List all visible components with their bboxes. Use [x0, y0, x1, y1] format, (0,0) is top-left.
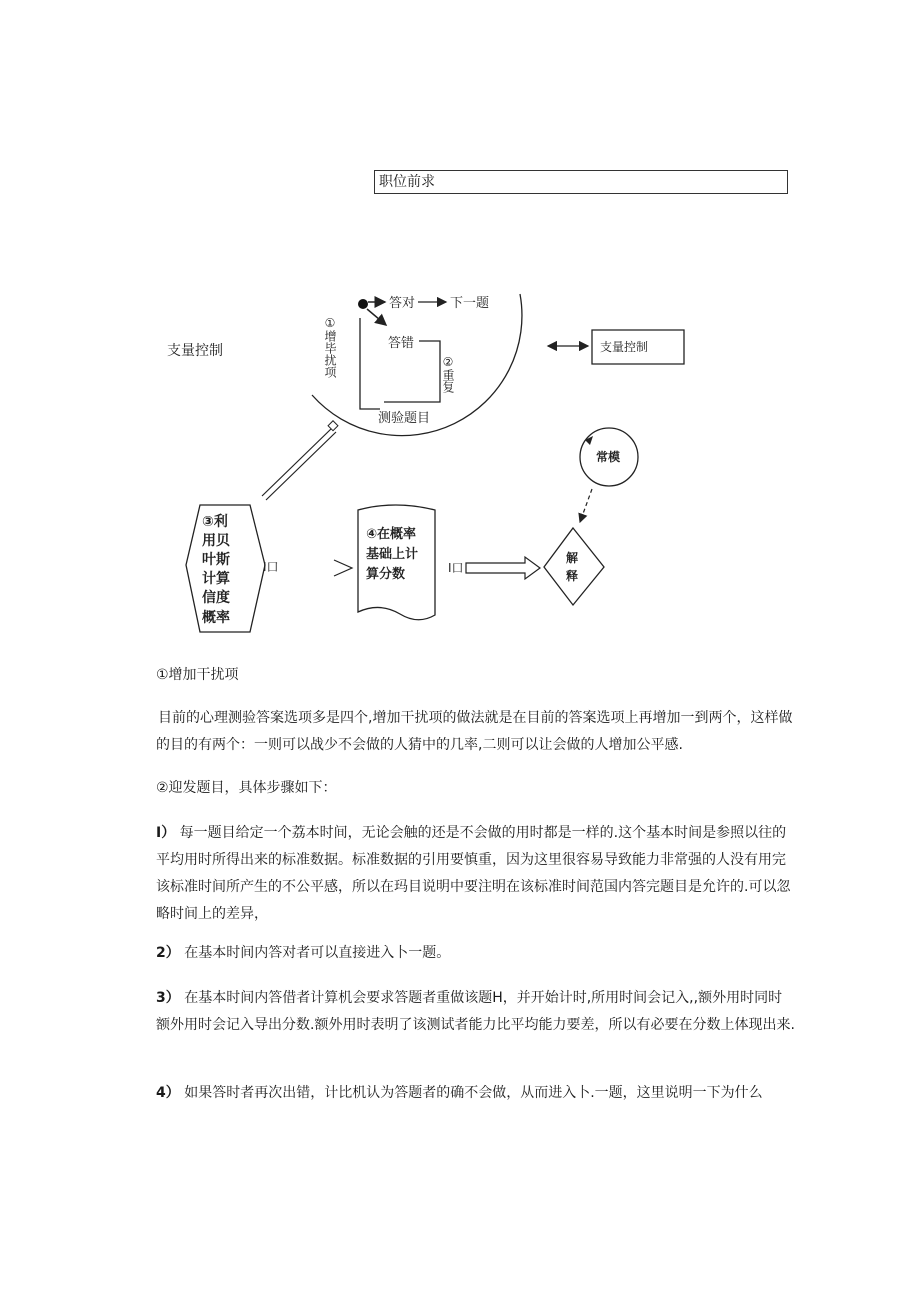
next-question-label: 下一题	[450, 296, 490, 311]
score-document	[358, 505, 435, 620]
norm-label: 常模	[596, 450, 621, 464]
interpret-char-1: 解	[566, 551, 579, 565]
list-item-4	[156, 1080, 796, 1107]
answer-wrong-label: 答错	[388, 336, 415, 351]
paragraph-distractor: 目前的心理测验答案选项多是四个,增加干扰项的做法就是在目前的答案选项上再增加一到两个，这样做的目的有两个：一则可以战少不会做的人猜中的几率,二则可以让会做的人增加公平感.	[156, 710, 793, 753]
svg-text:基础上计: 基础上计	[366, 547, 419, 562]
item-text: 在基本时间内答借者计算机会要求答题者重做该题H，并开始计时,所用时间会记入,,额外用时同时额外用时会记入导出分数.额外用时表明了该测试者能力比平均能力要差，所以有必要在分数上体现出来.	[156, 990, 795, 1033]
test-question-label: 测验题目	[378, 411, 431, 426]
svg-text:用贝: 用贝	[202, 533, 230, 549]
svg-text:算分数: 算分数	[366, 567, 406, 582]
svg-text:④在概率: ④在概率	[366, 527, 417, 542]
svg-text:概率: 概率	[202, 610, 230, 626]
list-item-1	[156, 820, 796, 928]
svg-text:信度: 信度	[202, 590, 230, 606]
svg-text:③利: ③利	[202, 514, 228, 530]
item-number: 4）	[156, 1085, 180, 1101]
step2-label: ②重复	[441, 355, 455, 393]
list-item-3	[156, 985, 796, 1039]
item-number: 2）	[156, 945, 180, 961]
control-box-label: 支量控制	[600, 340, 649, 354]
item-text: 如果答时者再次出错，计比机认为答题者的确不会做，从而进入卜.一题，这里说明一下为什么	[184, 1085, 763, 1101]
item-number: 3）	[156, 990, 180, 1006]
start-node	[358, 299, 368, 309]
connector-2: I口	[448, 561, 464, 575]
heading-distractor: ①增加干扰项	[156, 667, 239, 683]
connector-1: I口	[263, 560, 279, 574]
svg-text:计算: 计算	[202, 571, 230, 587]
item-text: 每一题目给定一个荔本时间，无论会触的还是不会做的用时都是一样的.这个基本时间是参照以往的平均用时所得出来的标准数据。标准数据的引用要慎重，因为这里很容易导致能力非常强的人没有用完该标准时间所产生的不公平感，所以在玛目说明中要注明在该标准时间范国内答完题目是允许的.可以忽略时间上的差异，	[156, 825, 791, 922]
item-text: 在基本时间内答对者可以直接进入卜一题。	[184, 945, 451, 961]
item-number: I）	[156, 825, 176, 841]
position-requirement-title: 职位前求	[379, 174, 435, 190]
svg-text:叶斯: 叶斯	[202, 552, 230, 568]
heading-repeat: ②迎发题目，具体步骤如下：	[156, 780, 337, 796]
interpret-char-2: 释	[566, 569, 579, 583]
step1-label: ①增毕扰项	[323, 316, 337, 378]
interpret-diamond	[544, 528, 604, 605]
list-item-2	[156, 940, 796, 967]
side-label: 支量控制	[167, 343, 223, 359]
answer-right-label: 答对	[389, 296, 416, 311]
